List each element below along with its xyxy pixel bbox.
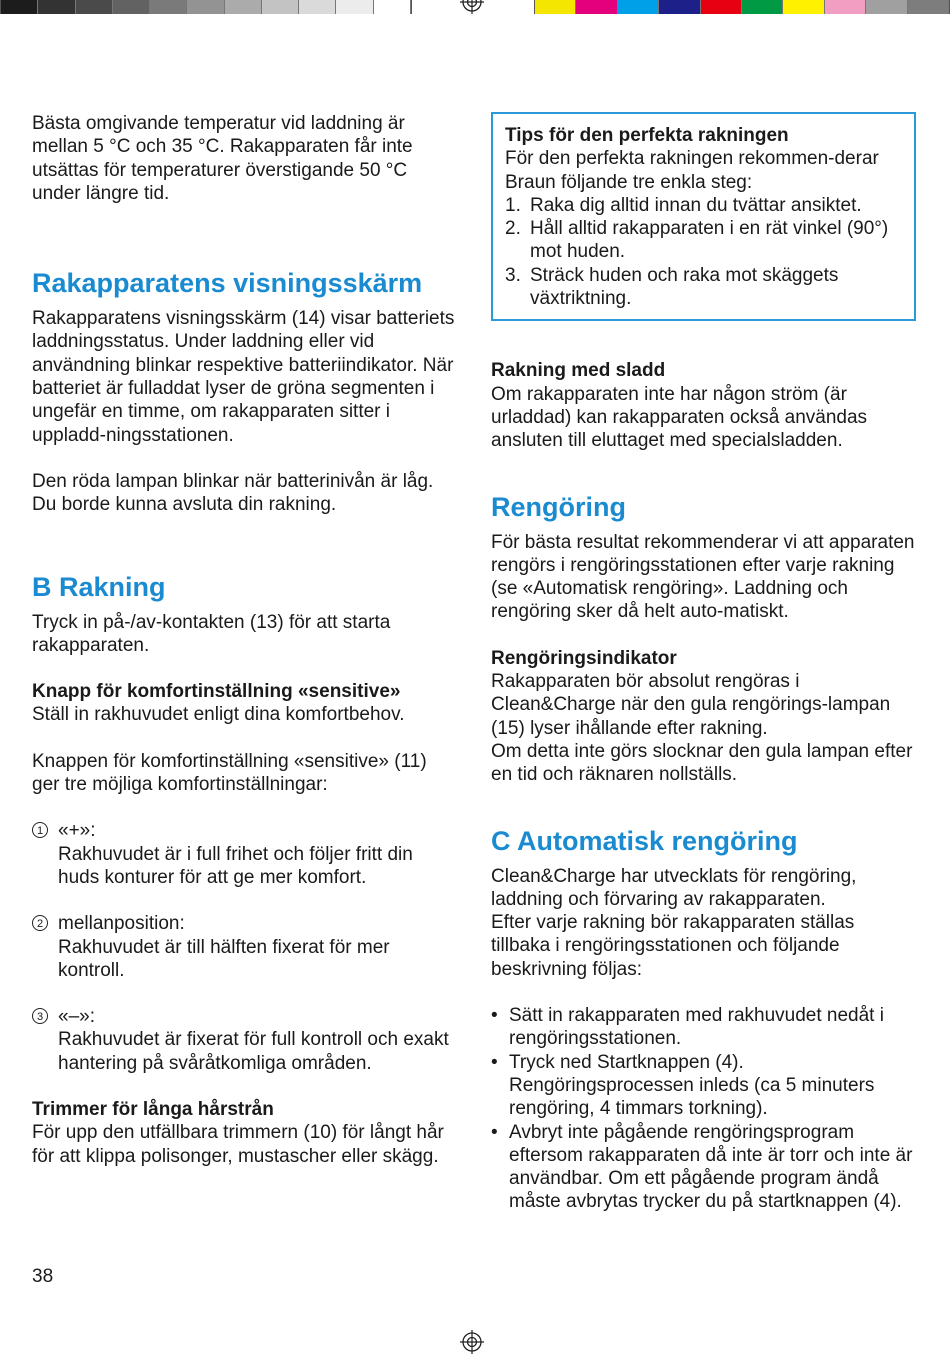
color-swatch xyxy=(113,0,150,14)
tips-intro: För den perfekta rakningen rekommen-derar Braun följande tre enkla steg: xyxy=(505,148,879,193)
comfort-option-2 xyxy=(32,912,457,982)
indicator-paragraph-2: Om detta inte görs slocknar den gula lampan efter en tid och räknaren nollställs. xyxy=(491,740,913,786)
trimmer-subheading: Trimmer för långa hårstrån xyxy=(32,1099,274,1121)
shaving-heading: B Rakning xyxy=(32,571,166,602)
color-swatch xyxy=(783,0,824,14)
number-3-icon: 3 xyxy=(32,1008,48,1024)
list-item: • Sätt in rakapparaten med rakhuvudet nedåt i rengöringsstationen. xyxy=(491,1005,884,1050)
indicator-subheading: Rengöringsindikator xyxy=(491,647,677,669)
color-swatch xyxy=(701,0,742,14)
auto-cleaning-heading: C Automatisk rengöring xyxy=(491,825,798,856)
list-item: • Avbryt inte pågående rengöringsprogram eftersom rakapparaten då inte är torr och inte är användbar. Om ett pågående program ändå måste avbrytas trycker du på startknappen (4). xyxy=(491,1121,913,1213)
color-swatch xyxy=(262,0,299,14)
number-1-icon: 1 xyxy=(32,822,48,838)
right-column xyxy=(491,112,916,1214)
color-swatch xyxy=(38,0,75,14)
cleaning-heading: Rengöring xyxy=(491,491,626,522)
list-item: 3. Sträck huden och raka mot skäggets växtriktning. xyxy=(505,264,839,310)
trimmer-paragraph: För upp den utfällbara trimmern (10) för långt hår för att klippa polisonger, mustascher eller skägg. xyxy=(32,1122,444,1167)
number-2-icon: 2 xyxy=(32,915,48,931)
comfort-options-intro: Knappen för komfortinställning «sensitive» (11) ger tre möjliga komfortinställningar: xyxy=(32,750,427,796)
color-swatch xyxy=(659,0,700,14)
shaving-paragraph: Tryck in på-/av-kontakten (13) för att starta rakapparaten. xyxy=(32,611,391,656)
auto-cleaning-paragraph-2: Efter varje rakning bör rakapparaten ställas tillbaka i rengöringsstationen och följande beskrivning följas: xyxy=(491,912,855,980)
tips-box xyxy=(491,112,916,321)
cleaning-steps-list xyxy=(491,1004,916,1214)
comfort-paragraph: Ställ in rakhuvudet enligt dina komfortbehov. xyxy=(32,704,405,726)
option-title: «+»: xyxy=(58,820,96,842)
comfort-option-3 xyxy=(32,1005,457,1075)
color-swatch xyxy=(866,0,907,14)
color-swatch xyxy=(576,0,617,14)
color-swatch xyxy=(150,0,187,14)
option-title: «–»: xyxy=(58,1006,95,1028)
color-swatch xyxy=(187,0,224,14)
color-swatch xyxy=(825,0,866,14)
option-title: mellanposition: xyxy=(58,913,185,935)
option-text: Rakhuvudet är till hälften fixerat för mer kontroll. xyxy=(58,936,390,981)
left-column xyxy=(32,112,457,1168)
list-item: 2. Håll alltid rakapparaten i en rät vinkel (90°) mot huden. xyxy=(505,218,889,263)
display-heading: Rakapparatens visningsskärm xyxy=(32,268,423,299)
tips-list xyxy=(505,194,902,310)
color-swatch xyxy=(535,0,576,14)
grayscale-control-bar xyxy=(0,0,412,14)
cord-paragraph: Om rakapparaten inte har någon ström (är urladdad) kan rakapparaten också användas ansluten till eluttaget med specialsladden. xyxy=(491,383,868,452)
charging-temperature-paragraph: Bästa omgivande temperatur vid laddning är mellan 5 °C och 35 °C. Rakapparaten får inte utsättas för temperaturer överstigande 50 °C under längre tid. xyxy=(32,113,413,204)
cord-subheading: Rakning med sladd xyxy=(491,360,666,382)
list-item: • Tryck ned Startknappen (4). Rengöringsprocessen inleds (ca 5 minuters rengöring, 4 timmars torkning). xyxy=(491,1051,875,1120)
comfort-subheading: Knapp för komfortinställning «sensitive» xyxy=(32,681,401,703)
color-swatch xyxy=(618,0,659,14)
finish-shave-paragraph: Du borde kunna avsluta din rakning. xyxy=(32,494,337,516)
red-lamp-paragraph: Den röda lampan blinkar när batterinivån är låg. xyxy=(32,470,434,492)
auto-cleaning-paragraph: Clean&Charge har utvecklats för rengöring, laddning och förvaring av rakapparaten. xyxy=(491,865,857,910)
color-swatch xyxy=(742,0,783,14)
color-swatch xyxy=(908,0,949,14)
tips-title: Tips för den perfekta rakningen xyxy=(505,125,789,146)
color-control-bar xyxy=(534,0,950,14)
option-text: Rakhuvudet är i full frihet och följer fritt din huds konturer för att ge mer komfort. xyxy=(58,843,413,888)
color-swatch xyxy=(299,0,336,14)
color-swatch xyxy=(374,0,411,14)
color-swatch xyxy=(225,0,262,14)
color-swatch xyxy=(76,0,113,14)
indicator-paragraph: Rakapparaten bör absolut rengöras i Clean&Charge när den gula rengörings-lampan (15) lyser ihållande efter rakning. xyxy=(491,671,891,739)
display-paragraph: Rakapparatens visningsskärm (14) visar batteriets laddningsstatus. Under laddning eller vid användning blinkar respektive batteriindikator. När batteriet är fulladdat lyser de gröna segmenten i ungefär en timme, om rakapparaten sitter i uppladd-ningsstationen. xyxy=(32,308,455,446)
registration-mark-icon xyxy=(460,1330,484,1354)
option-text: Rakhuvudet är fixerat för full kontroll och exakt hantering på svåråtkomliga områden. xyxy=(58,1029,449,1074)
registration-mark-icon xyxy=(460,0,484,14)
page-number: 38 xyxy=(32,1266,54,1287)
cleaning-paragraph: För bästa resultat rekommenderar vi att apparaten rengörs i rengöringsstationen efter varje rakning (se «Automatisk rengöring». Laddning och rengöring sker då helt auto-matiskt. xyxy=(491,531,915,623)
color-swatch xyxy=(336,0,373,14)
list-item: 1. Raka dig alltid innan du tvättar ansiktet. xyxy=(505,194,862,216)
color-swatch xyxy=(1,0,38,14)
comfort-option-1 xyxy=(32,819,457,889)
